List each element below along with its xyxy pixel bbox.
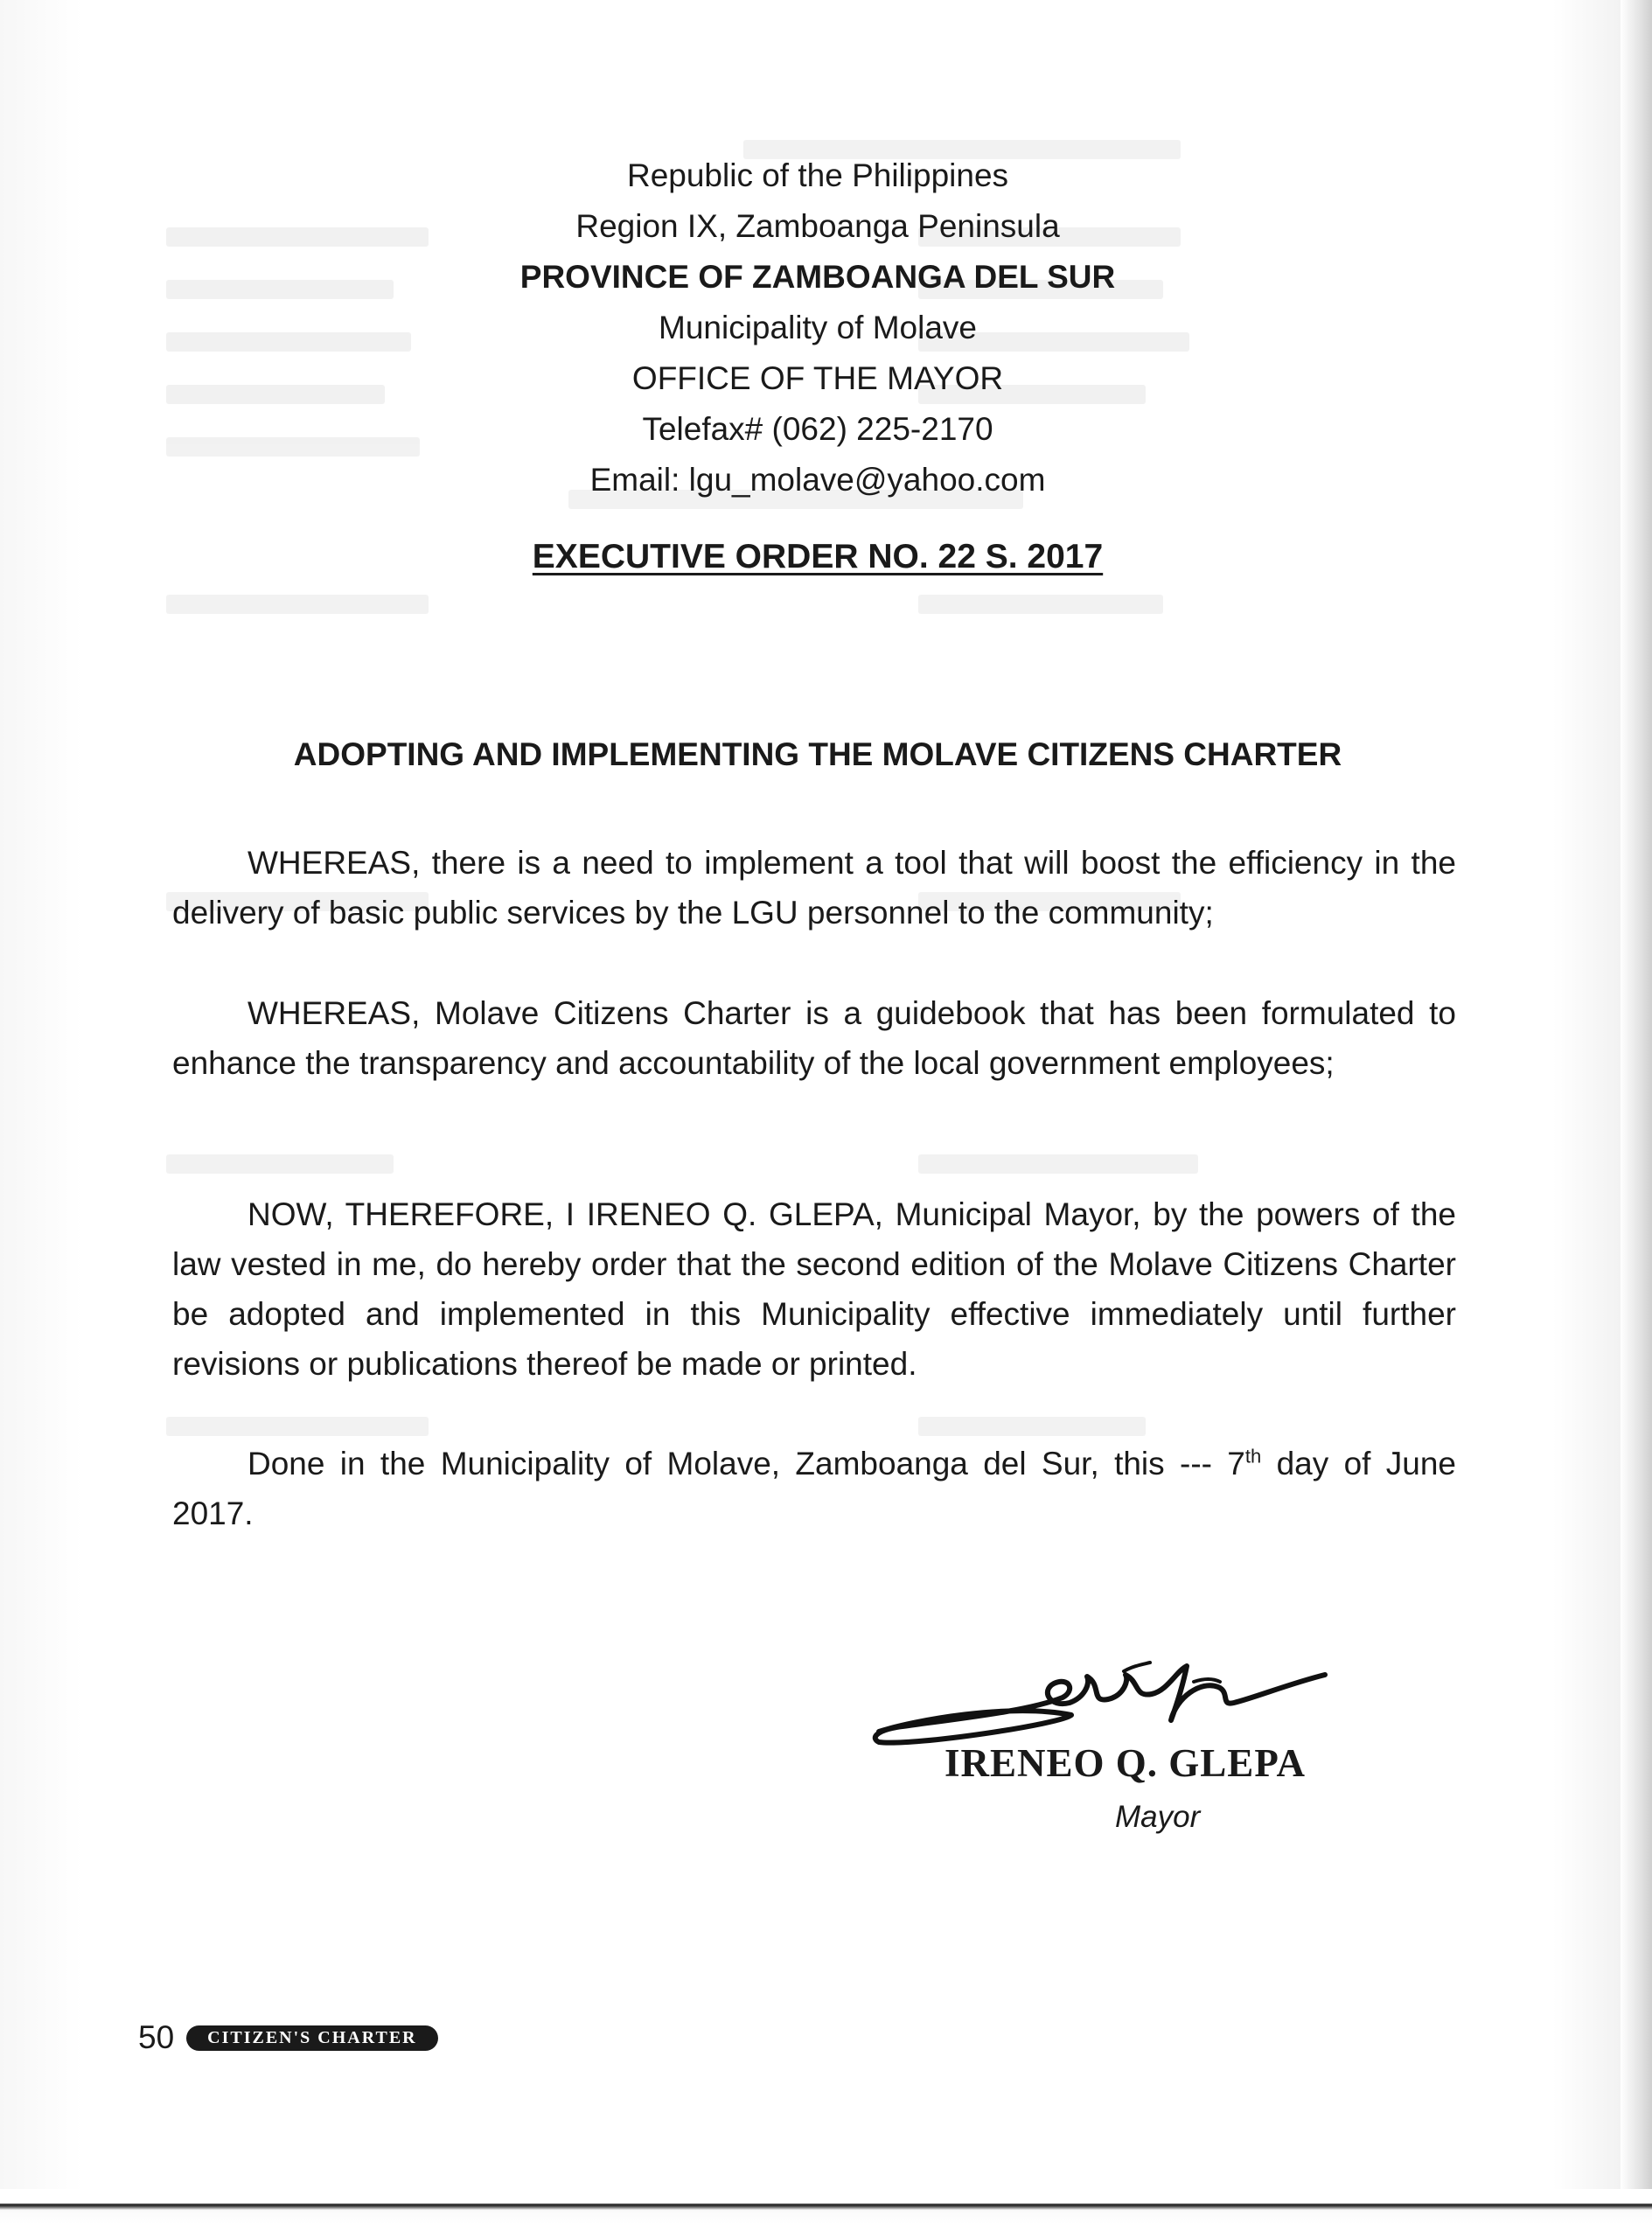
letterhead-province: PROVINCE OF ZAMBOANGA DEL SUR — [519, 259, 1116, 295]
now-therefore-clause: NOW, THEREFORE, I IRENEO Q. GLEPA, Municipal Mayor, by the powers of the law vested in me, do hereby order that the second edition of the Molave Citizens Charter be adopted and implemented in this Municipality effective immediately until further revisions or publications thereof be made or printed. — [172, 1196, 1456, 1382]
page-edge-shadow — [1621, 0, 1652, 2224]
page-bottom-edge — [0, 2189, 1652, 2224]
page-footer — [138, 2016, 438, 2060]
done-clause-ordinal: th — [1244, 1445, 1262, 1468]
letterhead-office: OFFICE OF THE MAYOR — [631, 360, 1004, 396]
whereas-clause-2: WHEREAS, Molave Citizens Charter is a guidebook that has been formulated to enhance the transparency and accountability of the local government employees; — [172, 995, 1456, 1081]
done-clause — [172, 1439, 1456, 1538]
done-clause-prefix: Done in the Municipality of Molave, Zamboanga del Sur, this --- 7 — [247, 1446, 1245, 1482]
done-clause-suffix: day of June 2017. — [172, 1446, 1456, 1531]
signatory-title: Mayor — [1115, 1800, 1201, 1834]
letterhead-email: Email: lgu_molave@yahoo.com — [589, 462, 1046, 498]
letterhead-telefax: Telefax# (062) 225-2170 — [642, 411, 993, 447]
order-subject: ADOPTING AND IMPLEMENTING THE MOLAVE CITIZENS CHARTER — [293, 736, 1342, 772]
page-number: 50 — [138, 2019, 175, 2055]
letterhead-republic: Republic of the Philippines — [626, 157, 1009, 193]
letterhead-municipality: Municipality of Molave — [659, 310, 977, 345]
letterhead-region: Region IX, Zamboanga Peninsula — [575, 208, 1060, 244]
citizens-charter-badge: CITIZEN'S CHARTER — [186, 2025, 437, 2051]
whereas-clause-1: WHEREAS, there is a need to implement a tool that will boost the efficiency in the delivery of basic public services by the LGU personnel to the community; — [172, 845, 1456, 931]
letterhead — [0, 150, 1635, 505]
executive-order-title: EXECUTIVE ORDER NO. 22 S. 2017 — [532, 538, 1104, 575]
signatory-name: IRENEO Q. GLEPA — [944, 1741, 1306, 1785]
